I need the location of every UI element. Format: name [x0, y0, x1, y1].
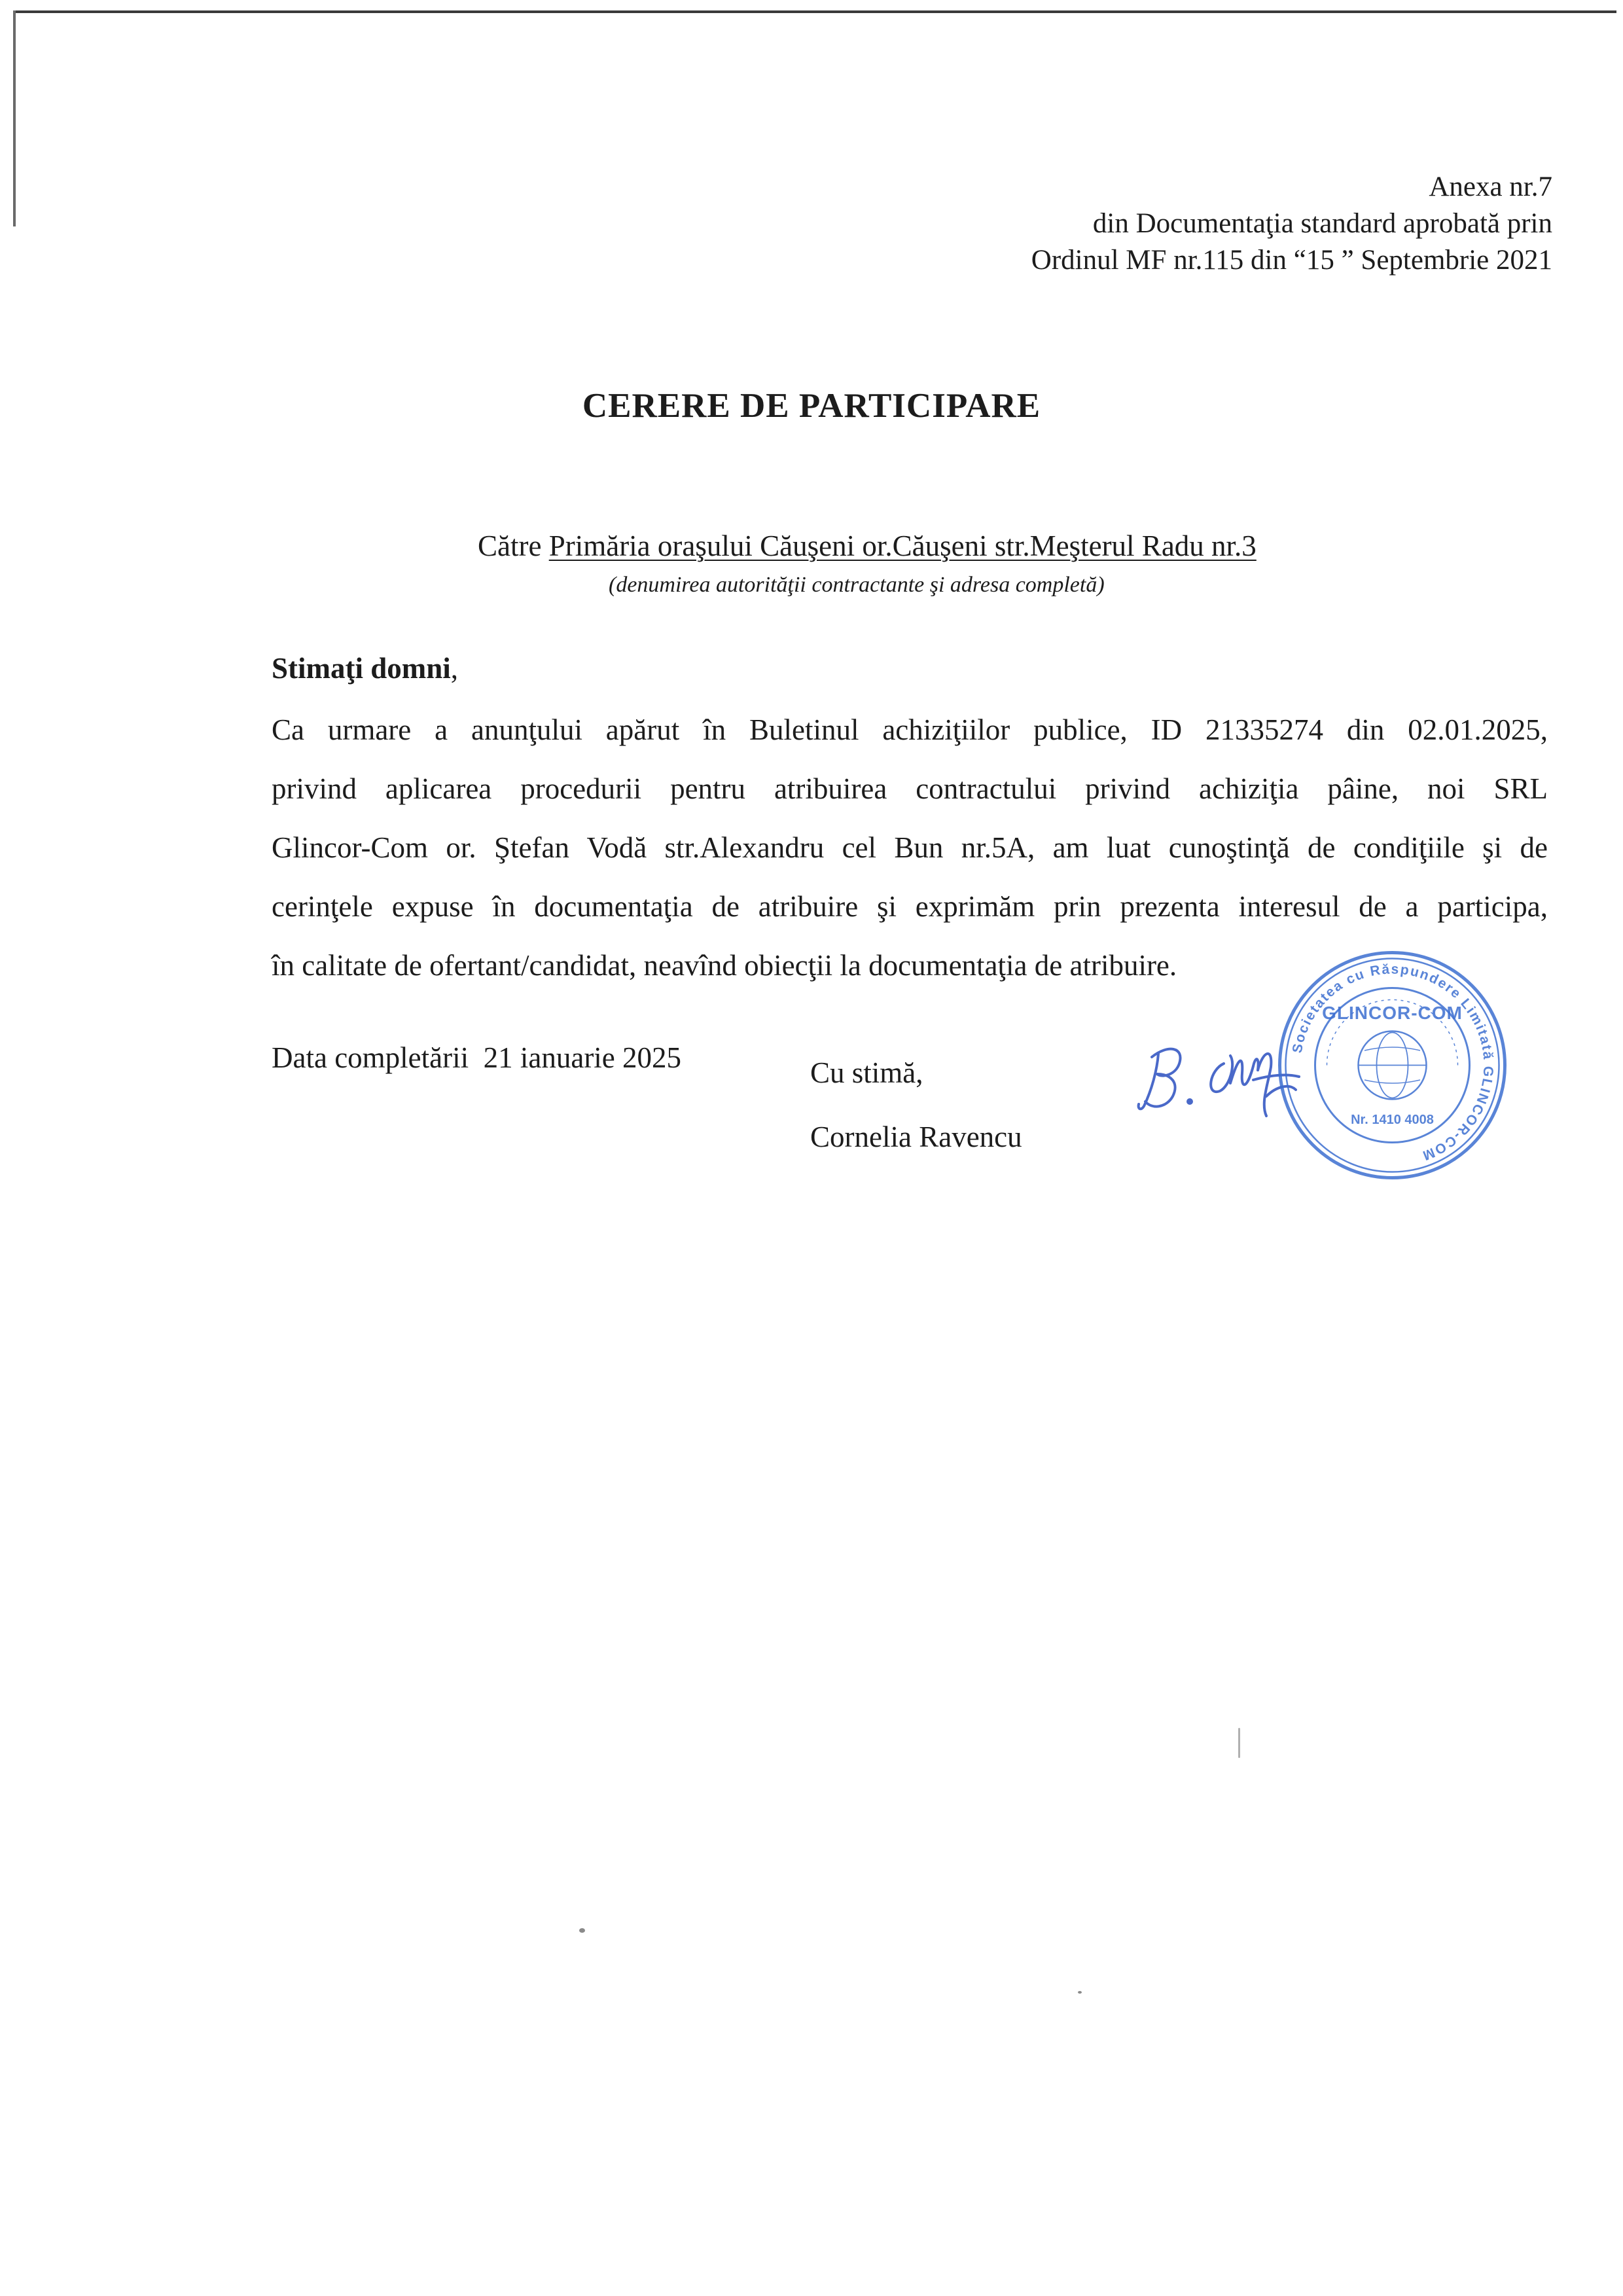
document-title: CERERE DE PARTICIPARE [582, 387, 1041, 425]
signatory-name: Cornelia Ravencu [810, 1121, 1022, 1153]
greeting [272, 651, 458, 685]
stamp-center-text: GLINCOR-COM [1322, 1003, 1463, 1023]
scan-speck [579, 1928, 585, 1933]
closing-salutation: Cu stimă, [810, 1056, 923, 1089]
body-line: Ca urmare a anunţului apărut în Buletinul achiziţiilor publice, ID 21335274 din 02.01.2025, [272, 713, 1548, 746]
svg-text:Societatea cu Răspundere Limit [1290, 961, 1496, 1163]
company-stamp [1273, 946, 1512, 1185]
stamp-registration-number: Nr. 1410 4008 [1351, 1113, 1434, 1127]
scan-speck [1238, 1728, 1240, 1758]
annex-reference [1031, 169, 1552, 279]
scan-border-left [13, 10, 16, 226]
body-line: privind aplicarea procedurii pentru atribuirea contractului privind achiziţia pâine, noi SRL [272, 772, 1548, 805]
annex-order-reference: Ordinul MF nr.115 din “15 ” Septembrie 2021 [1031, 245, 1552, 276]
scan-speck [1078, 1991, 1082, 1994]
closing-block [810, 1041, 1022, 1169]
body-line: în calitate de ofertant/candidat, neavînd obiecţii la documentaţia de atribuire. [272, 949, 1177, 982]
recipient-line [478, 529, 1257, 563]
annex-number: Anexa nr.7 [1429, 171, 1552, 202]
greeting-text: Stimaţi domni [272, 652, 451, 685]
stamp-ring-text: Societatea cu Răspundere Limitată GLINCOR-COM [1289, 961, 1496, 1164]
contracting-authority: Primăria oraşului Căuşeni or.Căuşeni str.Meşterul Radu nr.3 [548, 529, 1257, 562]
body-line: Glincor-Com or. Ştefan Vodă str.Alexandru cel Bun nr.5A, am luat cunoştinţă de condiţiile şi de [272, 831, 1548, 864]
scan-border-top [13, 10, 1616, 13]
body-line: cerinţele expuse în documentaţia de atribuire şi exprimăm prin prezenta interesul de a participa, [272, 890, 1548, 923]
greeting-punctuation: , [450, 652, 459, 685]
recipient-prefix: Către [478, 529, 542, 562]
completion-date [272, 1041, 681, 1075]
annex-source-document: din Documentaţia standard aprobată prin [1092, 208, 1552, 239]
date-value: 21 ianuarie 2025 [483, 1041, 682, 1074]
date-label: Data completării [272, 1041, 469, 1074]
recipient-hint: (denumirea autorităţii contractante şi adresa completă) [609, 573, 1105, 597]
